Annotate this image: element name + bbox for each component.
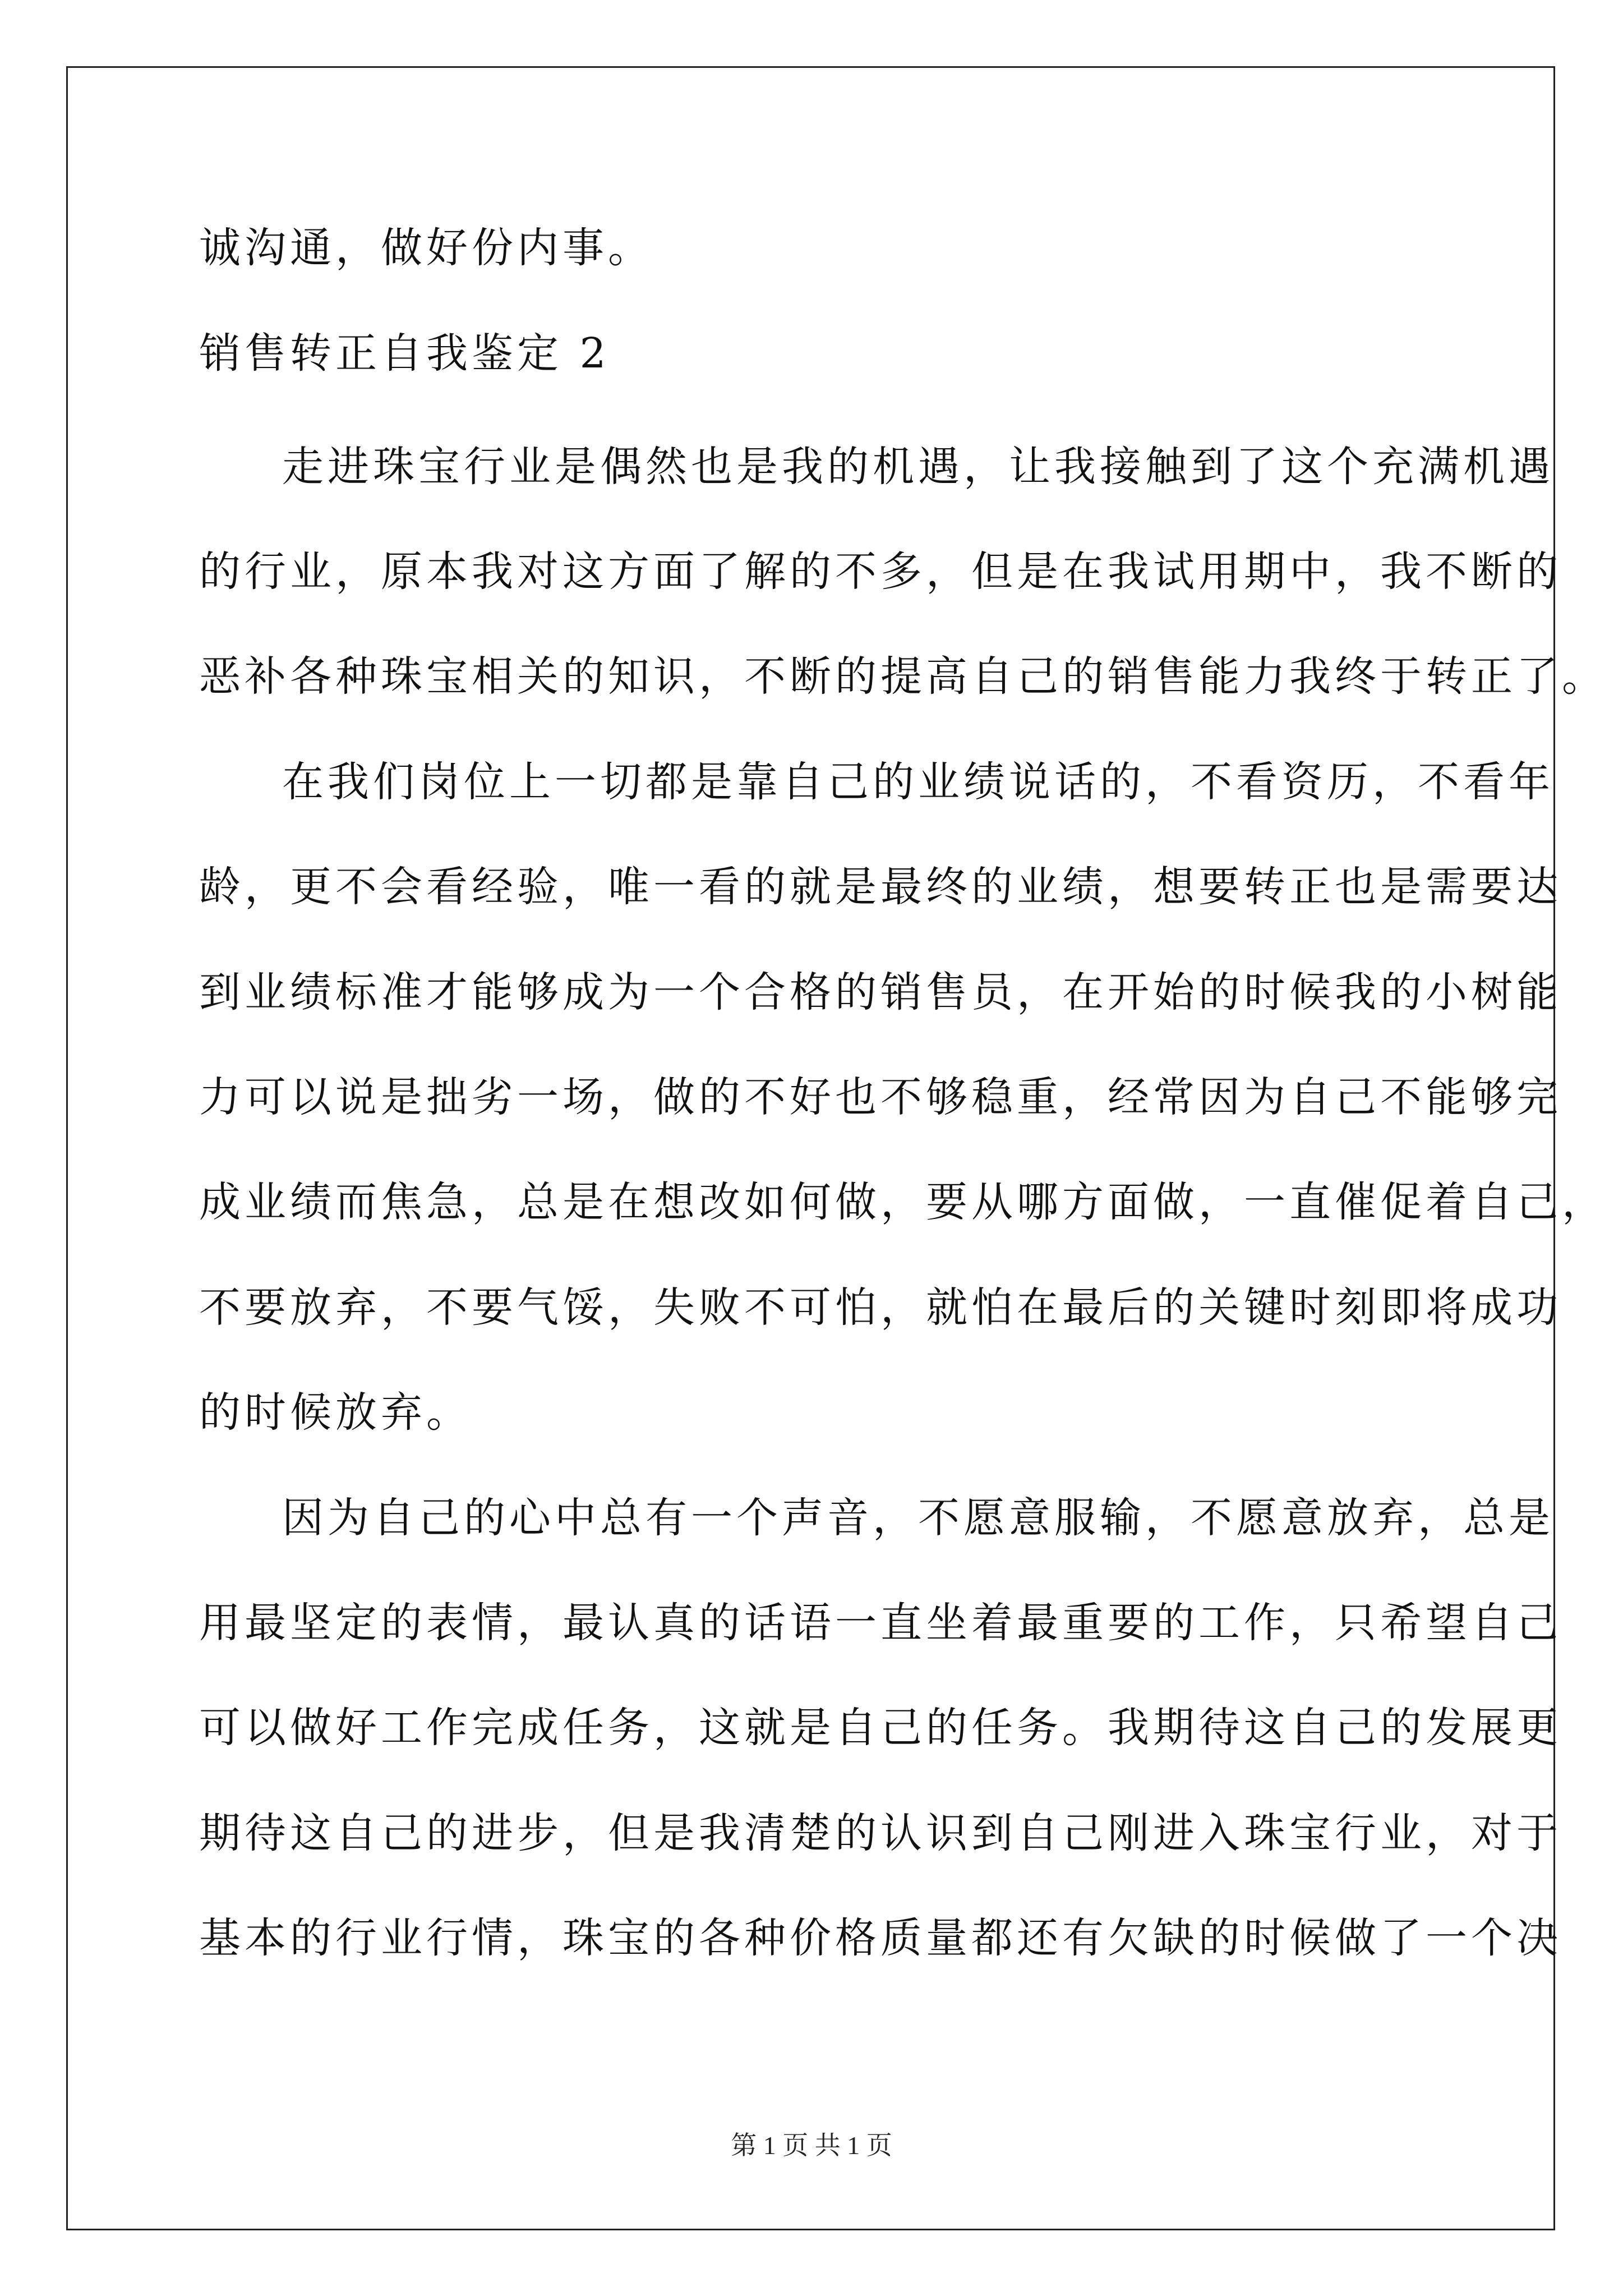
text-line: 在我们岗位上一切都是靠自己的业绩说话的，不看资历，不看年 [282,758,1554,806]
text-line: 到业绩标准才能够成为一个合格的销售员，在开始的时候我的小树能 [199,968,1562,1016]
text-line: 走进珠宝行业是偶然也是我的机遇，让我接触到了这个充满机遇 [282,443,1554,491]
text-line: 龄，更不会看经验，唯一看的就是最终的业绩，想要转正也是需要达 [199,863,1562,911]
text-line: 因为自己的心中总有一个声音，不愿意服输，不愿意放弃，总是 [282,1494,1554,1542]
page-footer: 第 1 页 共 1 页 [731,2131,892,2160]
text-line: 用最坚定的表情，最认真的话语一直坐着最重要的工作，只希望自己 [199,1599,1562,1647]
text-line: 可以做好工作完成任务，这就是自己的任务。我期待这自己的发展更 [199,1704,1562,1752]
text-line: 的时候放弃。 [199,1388,472,1437]
section-heading: 销售转正自我鉴定 2 [199,329,610,378]
page-border [66,66,1555,2230]
text-line: 成业绩而焦急，总是在想改如何做，要从哪方面做，一直催促着自己， [199,1178,1607,1226]
text-line: 不要放弃，不要气馁，失败不可怕，就怕在最后的关键时刻即将成功 [199,1283,1562,1332]
text-line: 诚沟通，做好份内事。 [199,224,653,272]
text-line: 基本的行业行情，珠宝的各种价格质量都还有欠缺的时候做了一个决 [199,1914,1562,1962]
text-line: 期待这自己的进步，但是我清楚的认识到自己刚进入珠宝行业，对于 [199,1809,1562,1857]
text-line: 的行业，原本我对这方面了解的不多，但是在我试用期中，我不断的 [199,547,1562,596]
text-line: 恶补各种珠宝相关的知识，不断的提高自己的销售能力我终于转正了。 [199,652,1607,701]
text-line: 力可以说是拙劣一场，做的不好也不够稳重，经常因为自己不能够完 [199,1073,1562,1121]
